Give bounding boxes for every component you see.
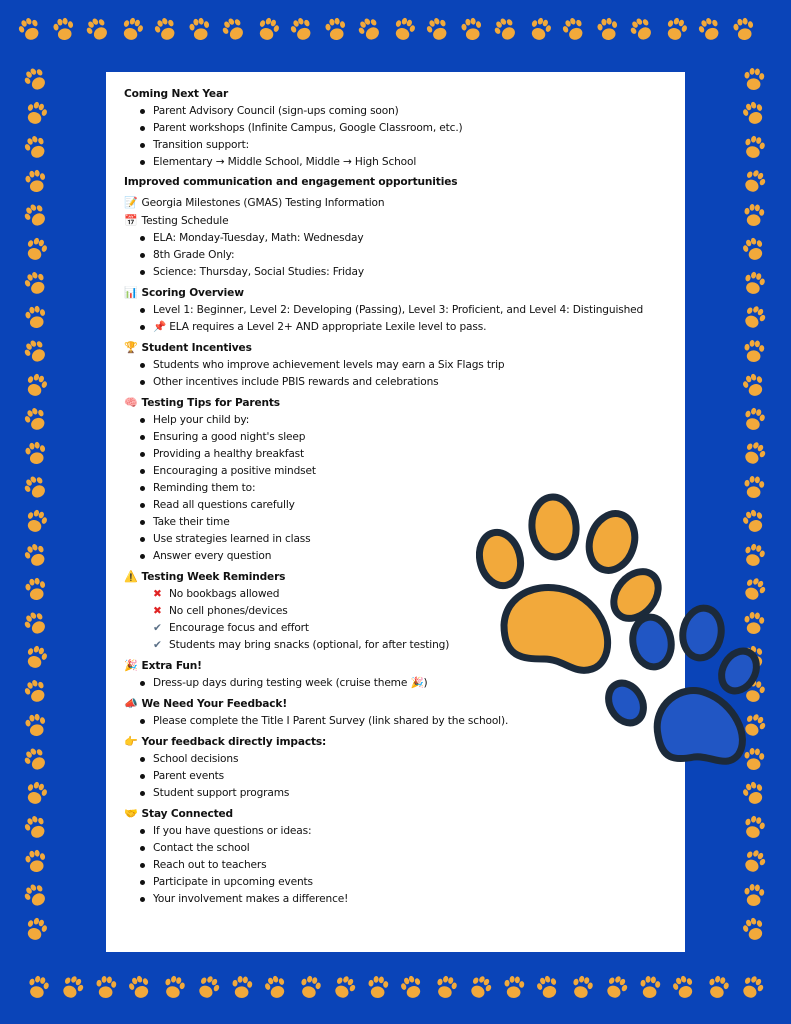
paw-print-icon: [127, 974, 153, 1001]
paw-print-icon: [22, 813, 49, 841]
paw-print-icon: [194, 973, 222, 1002]
list-item: Dress-up days during testing week (cruise theme 🎉): [136, 675, 684, 692]
paw-print-icon: [21, 65, 50, 94]
paw-print-icon: [460, 17, 483, 42]
paw-print-icon: [22, 541, 49, 569]
paw-print-icon: [23, 372, 49, 399]
paw-print-icon: [560, 15, 587, 43]
paw-print-icon: [740, 167, 768, 196]
paw-print-icon: [491, 15, 520, 44]
list-item: Level 1: Beginner, Level 2: Developing (Passing), Level 3: Proficient, and Level 4: Distinguished: [136, 302, 684, 319]
list-item: Read all questions carefully: [136, 497, 684, 514]
paw-print-icon: [23, 644, 49, 671]
list-item: Please complete the Title I Parent Survey (link shared by the school).: [136, 713, 684, 730]
paw-print-icon: [743, 883, 765, 906]
list-item: Science: Thursday, Social Studies: Friday: [136, 264, 684, 281]
list-item: Elementary → Middle School, Middle → High School: [136, 154, 684, 171]
info-line: [124, 212, 684, 230]
paw-print-icon: [324, 17, 347, 42]
list-item: Students who improve achievement levels may earn a Six Flags trip: [136, 357, 684, 374]
paw-print-icon: [255, 16, 281, 43]
paw-print-icon: [627, 15, 656, 44]
paw-print-icon: [732, 17, 755, 42]
paw-print-icon: [741, 236, 767, 263]
paw-print-icon: [738, 973, 766, 1002]
list-item: If you have questions or ideas:: [136, 823, 684, 840]
handshake-icon: 🤝: [124, 807, 138, 820]
list-item: Take their time: [136, 514, 684, 531]
paw-print-icon: [466, 973, 494, 1002]
paw-print-icon: [52, 17, 75, 42]
cross-mark-icon: ✖: [153, 605, 162, 617]
list-item: Contact the school: [136, 840, 684, 857]
paw-print-icon: [21, 337, 50, 366]
section: [124, 174, 684, 191]
paw-print-icon: [527, 16, 553, 43]
paw-print-icon: [742, 814, 767, 840]
paw-print-icon: [22, 677, 49, 705]
paw-print-icon: [26, 974, 51, 1000]
section-heading: [124, 284, 684, 302]
paw-print-icon: [740, 439, 768, 468]
paw-prints-illustration: [476, 487, 766, 772]
paw-print-icon: [663, 16, 689, 43]
list-item: Encouraging a positive mindset: [136, 463, 684, 480]
section-heading: [124, 394, 684, 412]
brain-icon: 🧠: [124, 396, 138, 409]
list-item: 📌 ELA requires a Level 2+ AND appropriate Lexile level to pass.: [136, 319, 684, 336]
paw-print-icon: [23, 100, 49, 127]
paw-print-icon: [671, 974, 697, 1001]
warning-icon: ⚠️: [124, 570, 138, 583]
section: [124, 284, 684, 336]
calendar-icon: 📅: [124, 214, 138, 227]
paw-print-icon: [743, 339, 765, 362]
paw-print-icon: [231, 975, 253, 998]
paw-print-icon: [24, 305, 47, 330]
paw-print-icon: [742, 406, 767, 432]
section-title: Your feedback directly impacts:: [141, 736, 327, 748]
section: [124, 194, 684, 281]
paw-print-icon: [741, 916, 767, 943]
bar-chart-icon: 📊: [124, 286, 138, 299]
list-item: Help your child by:: [136, 412, 684, 429]
bullet-list: [124, 302, 684, 336]
list-item: Other incentives include PBIS rewards and celebrations: [136, 374, 684, 391]
section-title: Improved communication and engagement opportunities: [124, 176, 458, 188]
paw-print-icon: [742, 134, 767, 160]
paw-print-icon: [424, 15, 451, 43]
list-item: Ensuring a good night's sleep: [136, 429, 684, 446]
paw-print-icon: [355, 15, 384, 44]
section-title: We Need Your Feedback!: [141, 698, 288, 710]
paw-print-icon: [639, 975, 661, 998]
info-line-text: Testing Schedule: [141, 215, 229, 227]
paw-print-icon: [21, 201, 50, 230]
paw-print-icon: [706, 974, 731, 1000]
paw-print-icon: [742, 270, 767, 296]
paw-print-icon: [23, 780, 49, 807]
list-item: Use strategies learned in class: [136, 531, 684, 548]
paw-print-icon: [602, 973, 630, 1002]
paw-print-icon: [23, 236, 49, 263]
list-item: Parent Advisory Council (sign-ups coming soon): [136, 103, 684, 120]
paw-print-icon: [24, 577, 47, 602]
section-title: Coming Next Year: [124, 88, 229, 100]
paw-print-icon: [741, 100, 767, 127]
paw-print-icon: [570, 974, 595, 1000]
list-item: Student support programs: [136, 785, 684, 802]
megaphone-icon: 📣: [124, 697, 138, 710]
list-item: Parent events: [136, 768, 684, 785]
pointing-hand-icon: 👉: [124, 735, 138, 748]
list-item: Parent workshops (Infinite Campus, Google Classroom, etc.): [136, 120, 684, 137]
paw-print-icon: [119, 16, 145, 43]
paw-print-icon: [434, 974, 459, 1000]
paw-print-icon: [535, 974, 561, 1001]
paw-print-icon: [298, 974, 323, 1000]
list-item: Providing a healthy breakfast: [136, 446, 684, 463]
paw-print-icon: [740, 303, 768, 332]
paw-print-icon: [21, 473, 50, 502]
paw-print-icon: [330, 973, 358, 1002]
section: [124, 339, 684, 391]
paw-print-icon: [24, 713, 47, 738]
check-mark-icon: ✔: [153, 639, 162, 651]
paw-print-icon: [22, 269, 49, 297]
paw-print-icon: [596, 17, 619, 42]
paw-print-icon: [288, 15, 315, 43]
paw-print-icon: [743, 203, 765, 226]
section-title: Extra Fun!: [141, 660, 202, 672]
paw-print-icon: [743, 67, 765, 90]
paw-print-icon: [95, 975, 117, 998]
paw-print-icon: [152, 15, 179, 43]
paw-print-icon: [24, 169, 47, 194]
paw-print-icon: [21, 609, 50, 638]
paw-print-icon: [21, 745, 50, 774]
paw-print-icon: [188, 17, 211, 42]
paw-print-icon: [503, 975, 525, 998]
paw-print-icon: [367, 975, 389, 998]
list-item: Transition support:: [136, 137, 684, 154]
list-item: Reminding them to:: [136, 480, 684, 497]
list-item: Reach out to teachers: [136, 857, 684, 874]
paw-print-icon: [23, 916, 49, 943]
bullet-list: [124, 357, 684, 391]
paw-print-icon: [219, 15, 248, 44]
paw-print-icon: [740, 847, 768, 876]
flyer-sheet: [106, 72, 685, 952]
list-item: 8th Grade Only:: [136, 247, 684, 264]
list-item: Your involvement makes a difference!: [136, 891, 684, 908]
checklist-text: No bookbags allowed: [169, 588, 280, 600]
section-heading: [124, 805, 684, 823]
section-title: Stay Connected: [141, 808, 233, 820]
paw-print-icon: [16, 15, 43, 43]
section-title: Testing Tips for Parents: [141, 397, 280, 409]
party-popper-icon: 🎉: [124, 659, 138, 672]
paw-print-icon: [24, 849, 47, 874]
paw-print-icon: [21, 881, 50, 910]
paw-print-icon: [741, 372, 767, 399]
section-title: Testing Week Reminders: [141, 571, 286, 583]
paw-print-icon: [24, 441, 47, 466]
section-heading: [124, 339, 684, 357]
section-heading: [124, 86, 684, 103]
checklist-text: Encourage focus and effort: [169, 622, 309, 634]
info-line: [124, 194, 684, 212]
bullet-list: [124, 823, 684, 908]
checklist-text: No cell phones/devices: [169, 605, 288, 617]
section-heading: [124, 174, 684, 191]
info-line-text: Georgia Milestones (GMAS) Testing Information: [141, 197, 385, 209]
trophy-icon: 🏆: [124, 341, 138, 354]
paw-print-icon: [83, 15, 112, 44]
list-item: ELA: Monday-Tuesday, Math: Wednesday: [136, 230, 684, 247]
list-item: Participate in upcoming events: [136, 874, 684, 891]
blue-paw-icon: [602, 605, 764, 761]
bullet-list: [124, 230, 684, 281]
list-item: School decisions: [136, 751, 684, 768]
list-item: Answer every question: [136, 548, 684, 565]
paw-print-icon: [58, 973, 86, 1002]
paw-print-icon: [162, 974, 187, 1000]
memo-icon: 📝: [124, 196, 138, 209]
section: [124, 805, 684, 908]
checklist-text: Students may bring snacks (optional, for after testing): [169, 639, 450, 651]
section-title: Scoring Overview: [141, 287, 244, 299]
paw-print-icon: [696, 15, 723, 43]
paw-print-icon: [741, 780, 767, 807]
section: [124, 86, 684, 171]
paw-print-icon: [263, 974, 289, 1001]
paw-print-icon: [22, 405, 49, 433]
cross-mark-icon: ✖: [153, 588, 162, 600]
paw-print-icon: [399, 974, 425, 1001]
bullet-list: [124, 103, 684, 171]
paw-print-icon: [23, 508, 49, 535]
section-title: Student Incentives: [141, 342, 252, 354]
paw-print-icon: [391, 16, 417, 43]
check-mark-icon: ✔: [153, 622, 162, 634]
paw-print-icon: [22, 133, 49, 161]
